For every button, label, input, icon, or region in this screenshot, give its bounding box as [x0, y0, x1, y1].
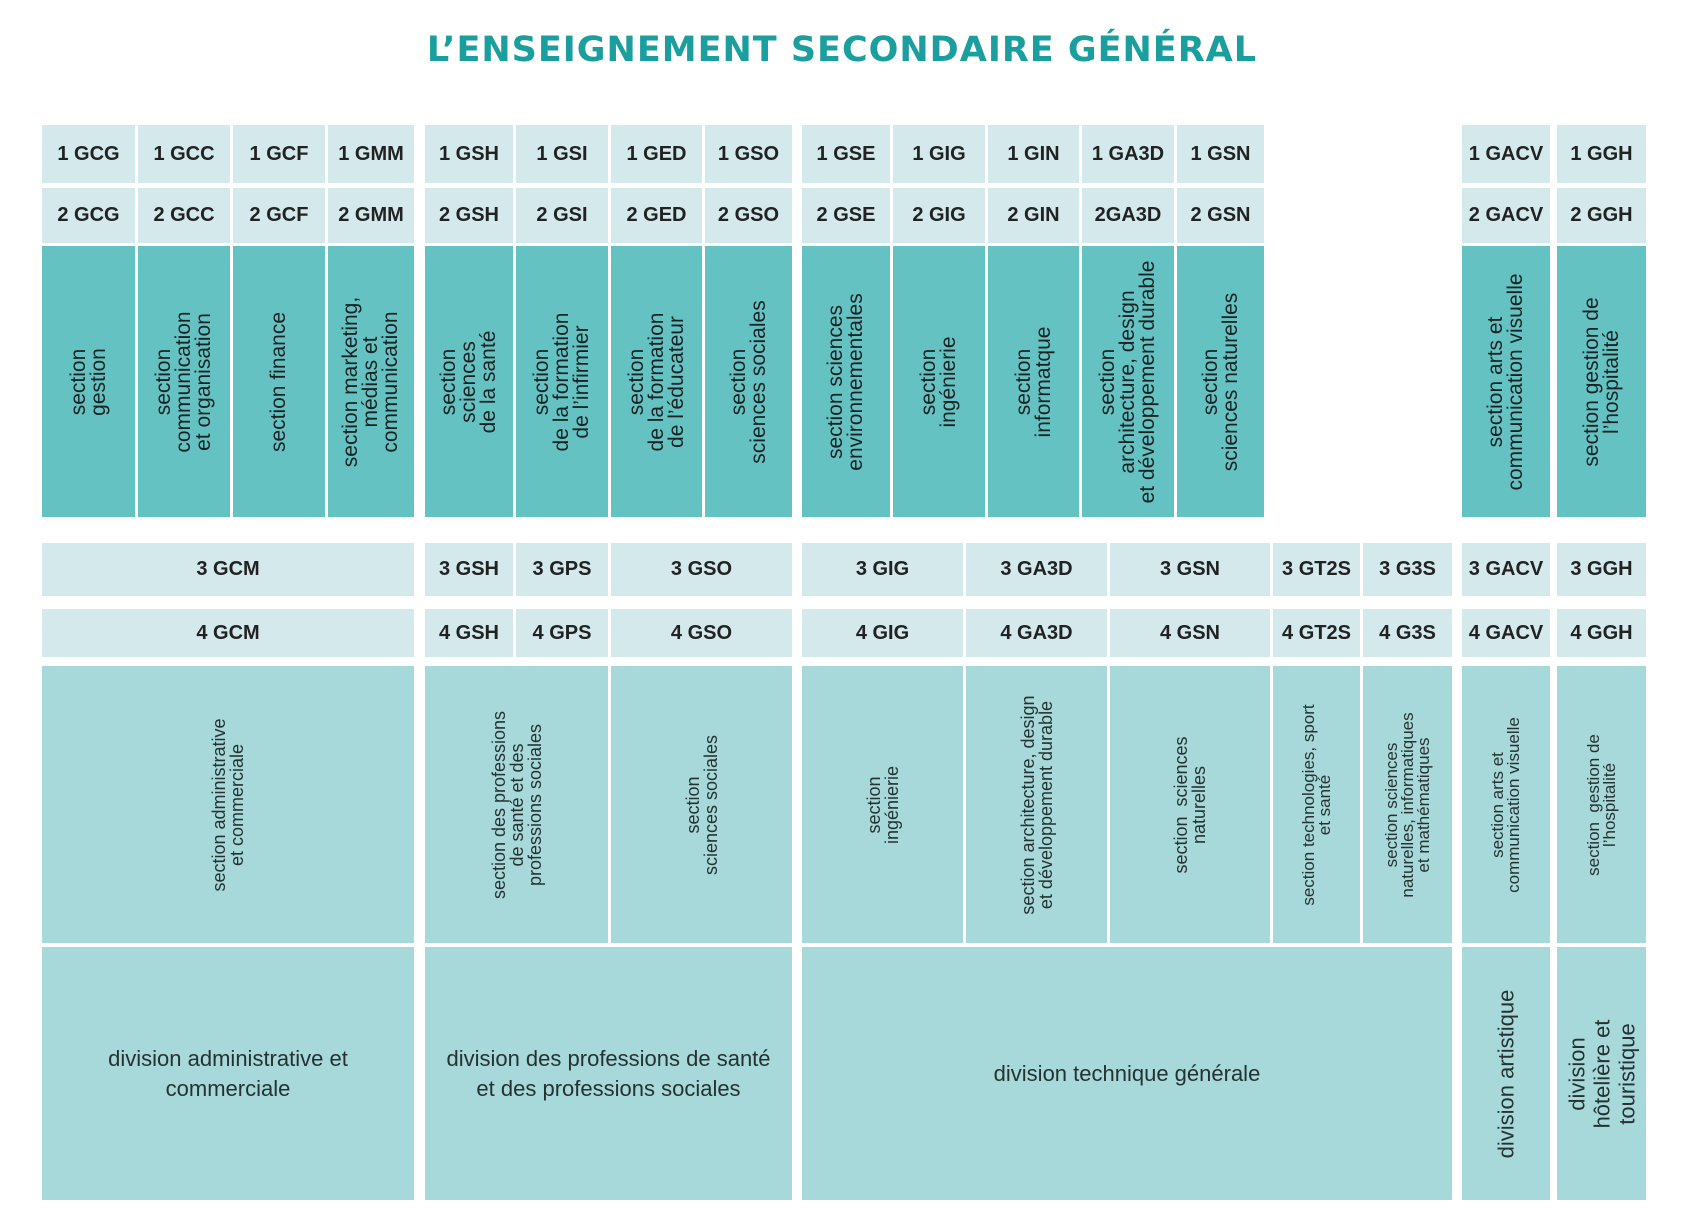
- code-year3: 3 GGH: [1557, 543, 1646, 596]
- section-upper-label: section gestion de l’hospitalité: [1579, 296, 1623, 467]
- code-year2: 2 GIN: [988, 188, 1079, 243]
- section-upper-label: section informatque: [1011, 326, 1055, 437]
- code-year2: 2 GSE: [802, 188, 890, 243]
- section-lower-label: section gestion de l’hospitalité: [1583, 733, 1619, 876]
- division-block: [1462, 947, 1550, 1200]
- section-upper: [138, 246, 230, 517]
- section-lower-label: section sciences sociales: [682, 734, 721, 875]
- section-lower-label: section des professions de santé et des professions sociales: [488, 710, 545, 899]
- code-year3: 3 GACV: [1462, 543, 1550, 596]
- code-year2: 2 GIG: [893, 188, 985, 243]
- section-upper-label: section sciences sociales: [726, 299, 770, 464]
- section-lower: [425, 666, 608, 943]
- code-year1: 1 GCF: [233, 125, 325, 183]
- code-year3: 3 GSO: [611, 543, 792, 596]
- section-lower: [1462, 666, 1550, 943]
- code-year4: 4 GA3D: [966, 609, 1107, 657]
- code-year4: 4 GCM: [42, 609, 414, 657]
- section-upper-label: section gestion: [66, 347, 110, 416]
- code-year3: 3 G3S: [1363, 543, 1452, 596]
- section-lower-label: section sciences naturelles, informatiques et mathématiques: [1381, 711, 1433, 898]
- section-upper-label: section sciences environnementales: [824, 292, 867, 471]
- code-year1: 1 GA3D: [1082, 125, 1174, 183]
- code-year2: 2GA3D: [1082, 188, 1174, 243]
- code-year2: 2 GSH: [425, 188, 513, 243]
- section-lower-label: section architecture, design et développement durable: [1017, 694, 1056, 915]
- code-year4: 4 G3S: [1363, 609, 1452, 657]
- division-block: division des professions de santé et des professions sociales: [425, 947, 792, 1200]
- code-year3: 3 GCM: [42, 543, 414, 596]
- section-upper: [1082, 246, 1174, 517]
- code-year2: 2 GCF: [233, 188, 325, 243]
- section-lower: [611, 666, 792, 943]
- code-year2: 2 GGH: [1557, 188, 1646, 243]
- code-year1: 1 GSO: [705, 125, 792, 183]
- code-year2: 2 GSO: [705, 188, 792, 243]
- code-year1: 1 GMM: [328, 125, 414, 183]
- section-upper-label: section architecture, design et développement durable: [1096, 260, 1159, 503]
- section-lower-label: section arts et communication visuelle: [1488, 716, 1523, 893]
- division-block: division technique générale: [802, 947, 1452, 1200]
- code-year3: 3 GSN: [1110, 543, 1270, 596]
- section-upper: [611, 246, 702, 517]
- code-year3: 3 GSH: [425, 543, 513, 596]
- code-year4: 4 GACV: [1462, 609, 1550, 657]
- code-year1: 1 GSE: [802, 125, 890, 183]
- division-block: division administrative et commerciale: [42, 947, 414, 1200]
- section-upper-label: section finance: [267, 311, 290, 452]
- code-year2: 2 GMM: [328, 188, 414, 243]
- section-upper: [802, 246, 890, 517]
- code-year1: 1 GIG: [893, 125, 985, 183]
- division-block-label: division hôtelière et touristique: [1564, 1019, 1639, 1128]
- code-year4: 4 GSH: [425, 609, 513, 657]
- section-upper: [516, 246, 608, 517]
- section-upper: [42, 246, 135, 517]
- section-upper-label: section arts et communication visuelle: [1484, 272, 1527, 491]
- code-year3: 3 GIG: [802, 543, 963, 596]
- code-year4: 4 GGH: [1557, 609, 1646, 657]
- code-year4: 4 GSO: [611, 609, 792, 657]
- section-upper-label: section sciences de la santé: [437, 330, 500, 433]
- section-upper-label: section communication et organisation: [152, 310, 215, 453]
- code-year4: 4 GSN: [1110, 609, 1270, 657]
- section-lower: [1363, 666, 1452, 943]
- code-year2: 2 GCG: [42, 188, 135, 243]
- section-lower: [966, 666, 1107, 943]
- section-lower-label: section ingénierie: [863, 765, 902, 844]
- section-lower: [42, 666, 414, 943]
- code-year1: 1 GSI: [516, 125, 608, 183]
- code-year3: 3 GT2S: [1273, 543, 1360, 596]
- section-upper: [1557, 246, 1646, 517]
- code-year1: 1 GSN: [1177, 125, 1264, 183]
- code-year2: 2 GACV: [1462, 188, 1550, 243]
- code-year1: 1 GGH: [1557, 125, 1646, 183]
- code-year2: 2 GSN: [1177, 188, 1264, 243]
- code-year3: 3 GA3D: [966, 543, 1107, 596]
- code-year4: 4 GIG: [802, 609, 963, 657]
- code-year1: 1 GED: [611, 125, 702, 183]
- section-upper: [328, 246, 414, 517]
- section-upper: [893, 246, 985, 517]
- section-upper: [1177, 246, 1264, 517]
- code-year1: 1 GSH: [425, 125, 513, 183]
- division-block: [1557, 947, 1646, 1200]
- section-lower: [1557, 666, 1646, 943]
- section-lower: [1273, 666, 1360, 943]
- section-upper: [233, 246, 325, 517]
- section-lower: [802, 666, 963, 943]
- code-year2: 2 GCC: [138, 188, 230, 243]
- code-year1: 1 GACV: [1462, 125, 1550, 183]
- code-year1: 1 GCG: [42, 125, 135, 183]
- section-lower-label: section technologies, sport et santé: [1298, 703, 1334, 906]
- section-lower-label: section sciences naturelles: [1171, 735, 1209, 874]
- section-upper: [1462, 246, 1550, 517]
- section-upper-label: section de la formation de l’éducateur: [624, 312, 688, 451]
- division-block-label: division artistique: [1493, 989, 1519, 1158]
- section-upper: [425, 246, 513, 517]
- section-lower-label: section administrative et commerciale: [209, 717, 247, 892]
- code-year1: 1 GCC: [138, 125, 230, 183]
- code-year3: 3 GPS: [516, 543, 608, 596]
- section-upper-label: section de la formation de l’infirmier: [530, 312, 593, 451]
- code-year2: 2 GSI: [516, 188, 608, 243]
- section-upper-label: section sciences naturelles: [1198, 292, 1242, 471]
- page-title: L’ENSEIGNEMENT SECONDAIRE GÉNÉRAL: [426, 30, 1258, 70]
- section-upper: [705, 246, 792, 517]
- code-year4: 4 GT2S: [1273, 609, 1360, 657]
- code-year2: 2 GED: [611, 188, 702, 243]
- code-year1: 1 GIN: [988, 125, 1079, 183]
- code-year4: 4 GPS: [516, 609, 608, 657]
- section-upper-label: section marketing, médias et communication: [339, 296, 402, 467]
- section-upper: [988, 246, 1079, 517]
- section-upper-label: section ingénierie: [917, 335, 960, 428]
- section-lower: [1110, 666, 1270, 943]
